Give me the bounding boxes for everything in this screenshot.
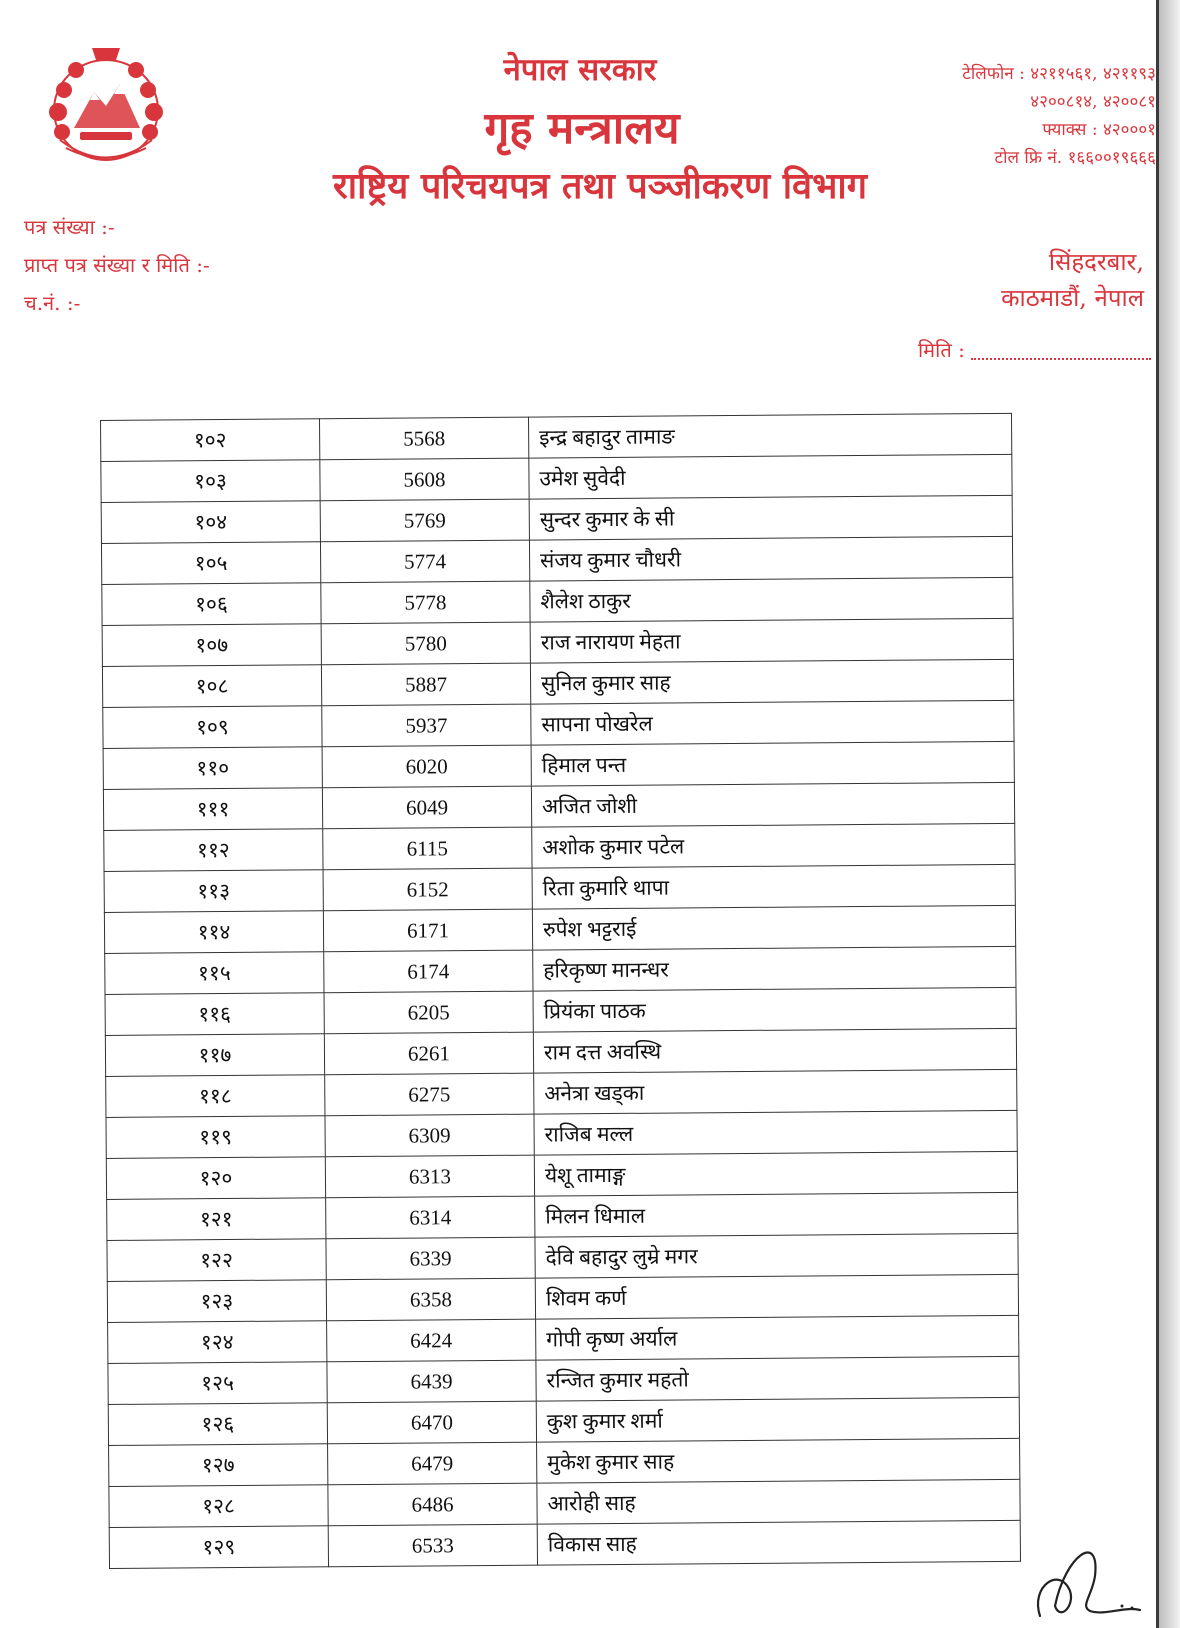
table-row [109, 1479, 1020, 1527]
number-cell: 6533 [328, 1524, 537, 1567]
serial-cell: १०२ [101, 419, 320, 462]
number-cell: 6115 [323, 827, 532, 870]
name-cell: सुन्दर कुमार के सी [529, 495, 1012, 540]
table-row [101, 495, 1012, 543]
number-cell: 5568 [319, 417, 528, 460]
name-cell: हरिकृष्ण मानन्धर [533, 946, 1016, 991]
table-row [109, 1520, 1020, 1568]
serial-cell: १२१ [107, 1198, 326, 1241]
table-row [101, 536, 1012, 584]
table-row [101, 454, 1012, 502]
received-letter-label: प्राप्त पत्र संख्या र मिति :- [24, 253, 210, 277]
number-cell: 6205 [324, 991, 533, 1034]
fax-line: फ्याक्स : ४२०००१ [1042, 120, 1156, 140]
serial-cell: ११३ [104, 870, 323, 913]
table-row [102, 659, 1013, 707]
table-row [108, 1356, 1019, 1404]
name-cell: आरोही साह [537, 1479, 1020, 1524]
name-cell: सापना पोखरेल [531, 700, 1014, 745]
number-cell: 6424 [327, 1319, 536, 1362]
number-cell: 5769 [320, 499, 529, 542]
serial-cell: ११० [103, 747, 322, 790]
table-row [105, 987, 1016, 1035]
table-row [101, 413, 1012, 461]
serial-cell: १२६ [108, 1403, 327, 1446]
table-row [109, 1438, 1020, 1486]
name-cell: अजित जोशी [531, 782, 1014, 827]
name-cell: हिमाल पन्त [531, 741, 1014, 786]
serial-cell: १२० [106, 1157, 325, 1200]
name-cell: कुश कुमार शर्मा [536, 1397, 1019, 1442]
number-cell: 6470 [327, 1401, 536, 1444]
page-edge-shadow [1159, 0, 1180, 1628]
serial-cell: १११ [103, 788, 322, 831]
number-cell: 6152 [323, 868, 532, 911]
serial-cell: १०५ [101, 542, 320, 585]
name-cell: रुपेश भट्टराई [532, 905, 1015, 950]
serial-cell: १२८ [109, 1485, 328, 1528]
name-cell: प्रियंका पाठक [533, 987, 1016, 1032]
serial-cell: १२५ [108, 1362, 327, 1405]
name-cell: राजिब मल्ल [534, 1110, 1017, 1155]
table-row [104, 864, 1015, 912]
number-cell: 6261 [324, 1032, 533, 1075]
number-cell: 6049 [322, 786, 531, 829]
table-row [106, 1151, 1017, 1199]
number-cell: 6479 [328, 1442, 537, 1485]
number-cell: 6275 [325, 1073, 534, 1116]
number-cell: 6358 [326, 1278, 535, 1321]
table-row [103, 782, 1014, 830]
name-cell: सुनिल कुमार साह [530, 659, 1013, 704]
name-cell: उमेश सुवेदी [529, 454, 1012, 499]
number-cell: 6486 [328, 1483, 537, 1526]
ministry-heading: गृह मन्त्रालय [484, 103, 680, 154]
dispatch-no-label: च.नं. :- [24, 291, 81, 315]
number-cell: 6309 [325, 1114, 534, 1157]
number-cell: 5887 [321, 663, 530, 706]
roll-table [100, 413, 1021, 1569]
serial-cell: १०६ [102, 583, 321, 626]
serial-cell: ११४ [104, 911, 323, 954]
table-row [104, 823, 1015, 871]
name-cell: रन्जित कुमार महतो [536, 1356, 1019, 1401]
name-cell: इन्द्र बहादुर तामाङ [528, 413, 1011, 458]
table-row [106, 1069, 1017, 1117]
number-cell: 5780 [321, 622, 530, 665]
number-cell: 6314 [326, 1196, 535, 1239]
tollfree-line: टोल फ्रि नं. १६६००१९६६६ [994, 148, 1156, 168]
date-label: मिति : [918, 338, 965, 362]
address-line-1: सिंहदरबार, [1048, 248, 1144, 276]
name-cell: मुकेश कुमार साह [537, 1438, 1020, 1483]
date-blank-line [971, 358, 1151, 360]
serial-cell: १२२ [107, 1239, 326, 1282]
table-row [108, 1315, 1019, 1363]
serial-cell: १०८ [102, 665, 321, 708]
name-cell: गोपी कृष्ण अर्याल [536, 1315, 1019, 1360]
table-row [108, 1397, 1019, 1445]
address-block [1001, 244, 1144, 316]
number-cell: 5937 [322, 704, 531, 747]
table-row [107, 1192, 1018, 1240]
date-field [918, 336, 1151, 363]
contact-block [896, 60, 1156, 172]
serial-cell: १०९ [103, 706, 322, 749]
serial-cell: ११५ [105, 952, 324, 995]
number-cell: 5608 [320, 458, 529, 501]
name-cell: मिलन धिमाल [535, 1192, 1018, 1237]
number-cell: 6020 [322, 745, 531, 788]
number-cell: 6174 [324, 950, 533, 993]
name-cell: शैलेश ठाकुर [530, 577, 1013, 622]
name-cell: राम दत्त अवस्थि [533, 1028, 1016, 1073]
table-row [107, 1274, 1018, 1322]
name-cell: अशोक कुमार पटेल [532, 823, 1015, 868]
letter-fields [24, 208, 210, 322]
serial-cell: १२९ [109, 1526, 328, 1569]
number-cell: 6439 [327, 1360, 536, 1403]
table-row [103, 700, 1014, 748]
serial-cell: १०३ [101, 460, 320, 503]
number-cell: 6171 [323, 909, 532, 952]
name-cell: शिवम कर्ण [535, 1274, 1018, 1319]
name-cell: विकास साह [537, 1520, 1020, 1565]
signature-icon [1030, 1536, 1150, 1626]
serial-cell: ११९ [106, 1116, 325, 1159]
number-cell: 5774 [320, 540, 529, 583]
table-row [107, 1233, 1018, 1281]
serial-cell: ११६ [105, 993, 324, 1036]
serial-cell: १२४ [108, 1321, 327, 1364]
serial-cell: १०७ [102, 624, 321, 667]
number-cell: 6313 [325, 1155, 534, 1198]
table-row [105, 946, 1016, 994]
table-row [104, 905, 1015, 953]
department-heading: राष्ट्रिय परिचयपत्र तथा पञ्जीकरण विभाग [333, 165, 867, 207]
number-cell: 5778 [321, 581, 530, 624]
phone-line: टेलिफोन : ४२११५६१, ४२११९३ [962, 64, 1156, 84]
serial-cell: १०४ [101, 501, 320, 544]
table-row [102, 577, 1013, 625]
serial-cell: ११२ [104, 829, 323, 872]
address-line-2: काठमाडौं, नेपाल [1001, 284, 1144, 312]
roll-table-wrapper [100, 413, 1021, 1569]
table-row [102, 618, 1013, 666]
name-cell: राज नारायण मेहता [530, 618, 1013, 663]
name-cell: देवि बहादुर लुम्रे मगर [535, 1233, 1018, 1278]
letter-no-label: पत्र संख्या :- [24, 215, 115, 239]
table-row [103, 741, 1014, 789]
roll-table-body [101, 413, 1021, 1568]
phone-line-2: ४२००८१४, ४२००८१ [1030, 92, 1156, 112]
name-cell: रिता कुमारि थापा [532, 864, 1015, 909]
government-heading: नेपाल सरकार [503, 52, 657, 88]
serial-cell: १२७ [109, 1444, 328, 1487]
serial-cell: ११७ [105, 1034, 324, 1077]
table-row [106, 1110, 1017, 1158]
number-cell: 6339 [326, 1237, 535, 1280]
serial-cell: १२३ [107, 1280, 326, 1323]
name-cell: संजय कुमार चौधरी [529, 536, 1012, 581]
table-row [105, 1028, 1016, 1076]
name-cell: अनेत्रा खड्का [534, 1069, 1017, 1114]
name-cell: येशू तामाङ्ग [534, 1151, 1017, 1196]
serial-cell: ११८ [106, 1075, 325, 1118]
